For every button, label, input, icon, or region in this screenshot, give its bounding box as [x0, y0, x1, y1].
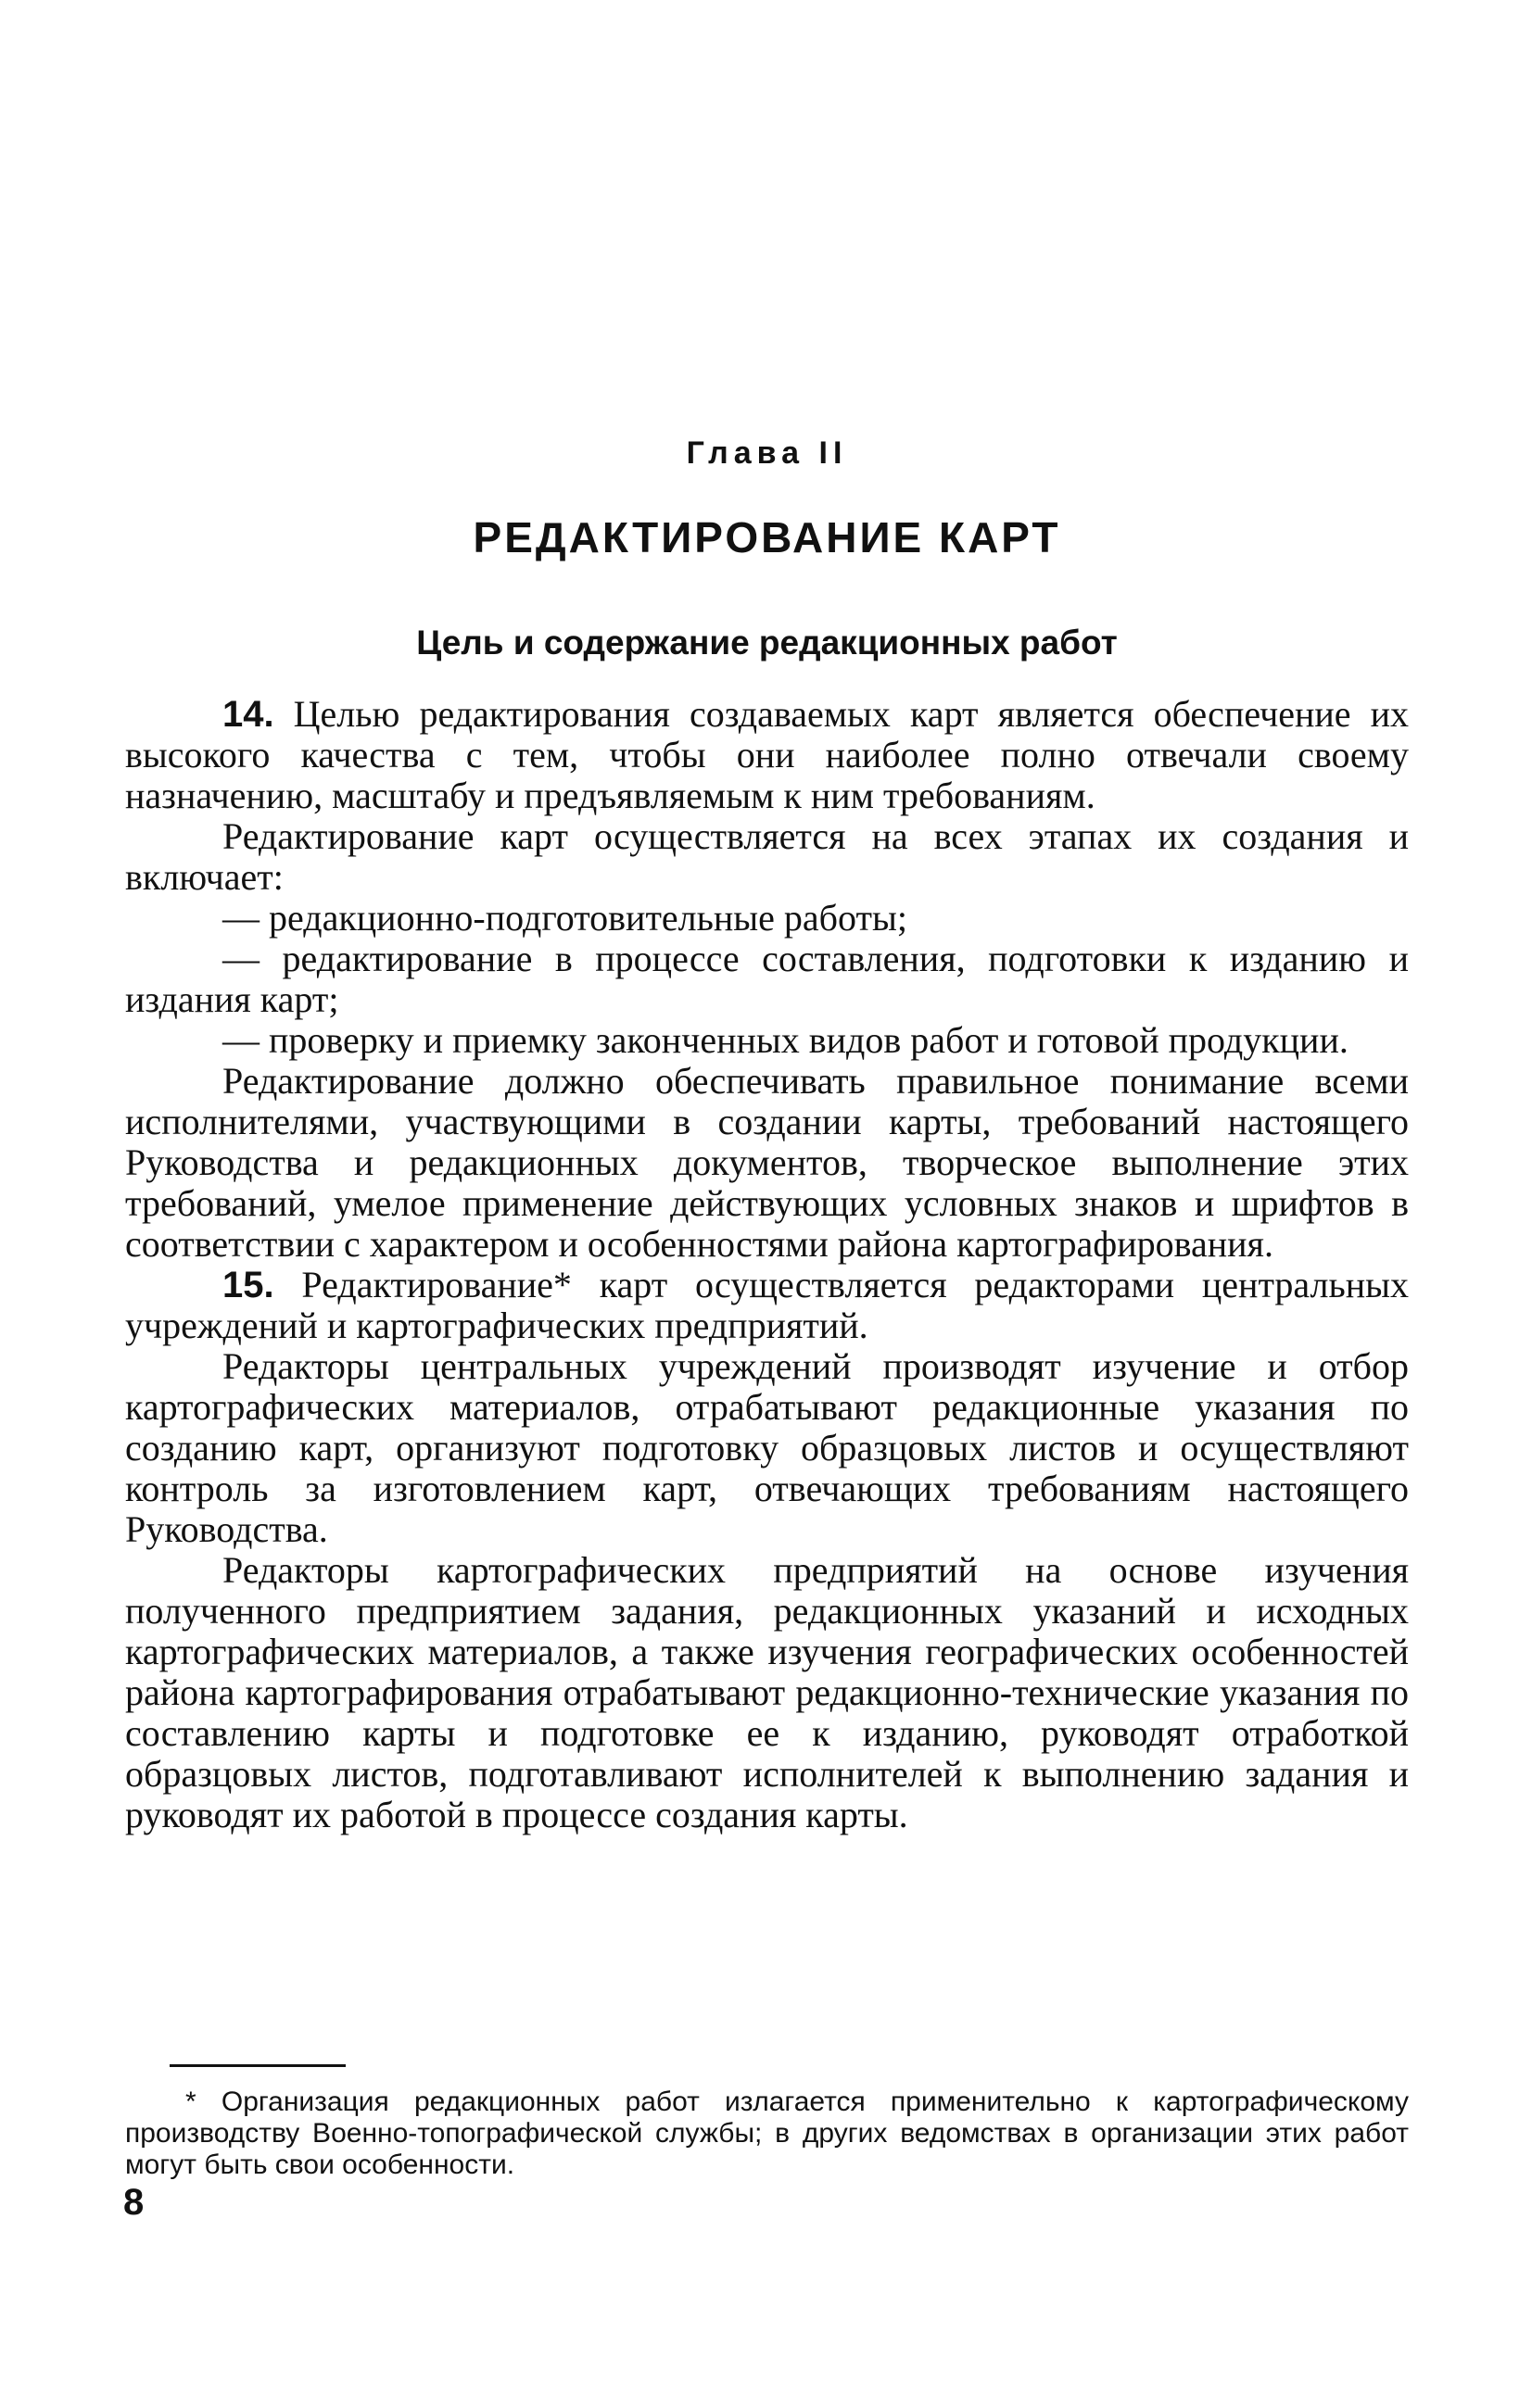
paragraph [125, 1550, 1409, 1835]
body-text [125, 694, 1409, 1835]
paragraph-number: 14. [222, 694, 274, 735]
list-item-text: — редакционно-подготовительные работы; [222, 897, 907, 939]
list-item-text: — редактирование в процессе составления, подготовки к изданию и издания карт; [125, 938, 1409, 1020]
list-item [125, 898, 1409, 939]
paragraph-14 [125, 694, 1409, 816]
page-number: 8 [123, 2182, 145, 2223]
paragraph-text: Редакторы картографических предприятий на основе изучения полученного предприятием задания, редакционных указаний и исходных картографических материалов, а также изучения географических особенностей района картографирования отрабатывают редакционно-технические указания по составлению карты и подготовке ее к изданию, руководят отработкой образцовых листов, подготавливают исполнителей к выполнению задания и руководят их работой в процессе создания карты. [125, 1549, 1409, 1835]
list-item-text: — проверку и приемку законченных видов работ и готовой продукции. [222, 1019, 1348, 1061]
paragraph-text: Редактирование* карт осуществляется редакторами центральных учреждений и картографических предприятий. [125, 1264, 1409, 1346]
paragraph-text: Целью редактирования создаваемых карт является обеспечение их высокого качества с тем, чтобы они наиболее полно отвечали своему назначению, масштабу и предъявляемым к ним требованиям. [125, 693, 1409, 816]
paragraph [125, 1346, 1409, 1550]
paragraph-text: Редакторы центральных учреждений производят изучение и отбор картографических материалов, отрабатывают редакционные указания по созданию карт, организуют подготовку образцовых листов и осуществляют контроль за изготовлением карт, отвечающих требованиям настоящего Руководства. [125, 1345, 1409, 1550]
paragraph-15 [125, 1265, 1409, 1346]
list-item [125, 1020, 1409, 1061]
footnote: * Организация редакционных работ излагается применительно к картографическому производству Военно-топографической службы; в других ведомствах в организации этих работ могут быть свои особенности. [125, 2087, 1409, 2180]
paragraph-text: Редактирование должно обеспечивать правильное понимание всеми исполнителями, участвующими в создании карты, требований настоящего Руководства и редакционных документов, творческое выполнение этих требований, умелое применение действующих условных знаков и шрифтов в соответствии с характером и особенностями района картографирования. [125, 1060, 1409, 1265]
paragraph-text: Редактирование карт осуществляется на всех этапах их создания и включает: [125, 815, 1409, 898]
page-content [125, 435, 1409, 1835]
paragraph-number: 15. [222, 1265, 274, 1305]
paragraph [125, 1061, 1409, 1265]
paragraph [125, 816, 1409, 898]
section-title: Цель и содержание редакционных работ [416, 624, 1118, 662]
list-item [125, 939, 1409, 1020]
chapter-title: РЕДАКТИРОВАНИЕ КАРТ [473, 513, 1061, 561]
chapter-heading: Глава II [686, 435, 848, 471]
footnote-divider [170, 2064, 346, 2067]
